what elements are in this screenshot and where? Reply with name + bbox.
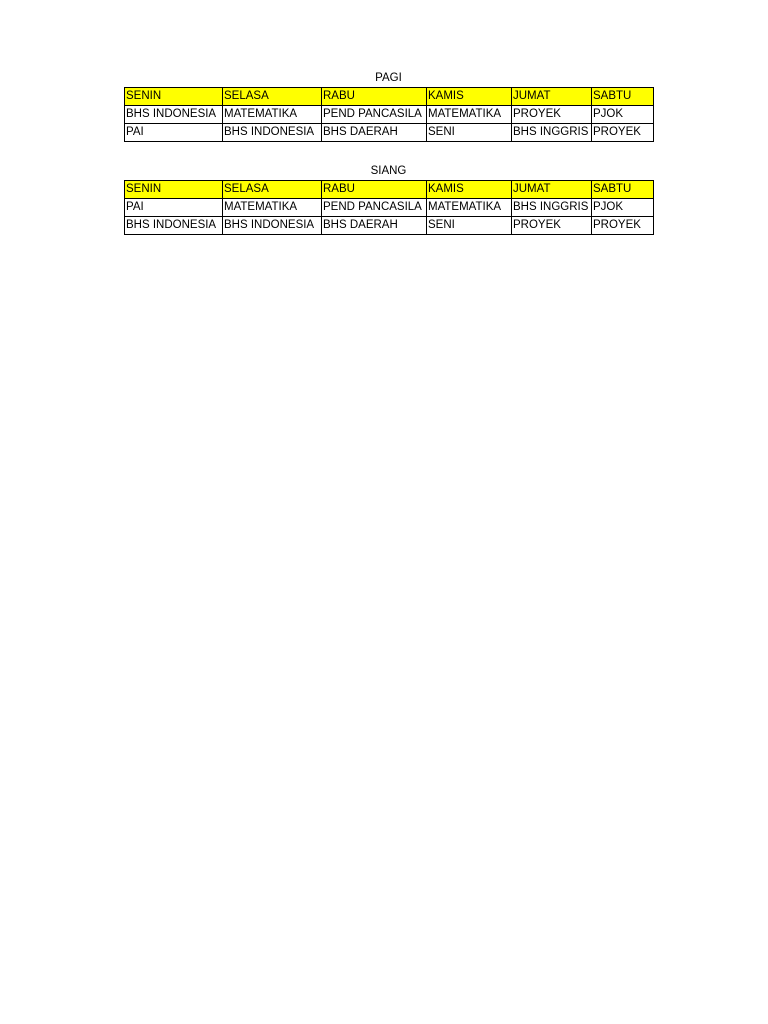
table-row	[125, 217, 654, 235]
header-cell-jumat: JUMAT	[512, 181, 592, 199]
table-cell: PEND PANCASILA	[322, 106, 427, 124]
header-cell-selasa: SELASA	[223, 181, 322, 199]
header-cell-senin: SENIN	[125, 88, 223, 106]
table-cell: BHS INDONESIA	[125, 217, 223, 235]
table-cell: BHS INGGRIS	[512, 124, 592, 142]
siang-schedule	[124, 162, 653, 235]
header-cell-selasa: SELASA	[223, 88, 322, 106]
table-cell: MATEMATIKA	[223, 106, 322, 124]
table-cell: SENI	[427, 124, 512, 142]
table-cell: MATEMATIKA	[427, 199, 512, 217]
pagi-table	[124, 87, 654, 142]
table-cell: PEND PANCASILA	[322, 199, 427, 217]
table-cell: PROYEK	[592, 217, 654, 235]
table-cell: PROYEK	[592, 124, 654, 142]
header-cell-rabu: RABU	[322, 181, 427, 199]
pagi-header-row	[125, 88, 654, 106]
table-cell: BHS DAERAH	[322, 124, 427, 142]
header-cell-sabtu: SABTU	[592, 181, 654, 199]
pagi-title: PAGI	[375, 72, 402, 84]
table-row	[125, 106, 654, 124]
table-cell: BHS INDONESIA	[125, 106, 223, 124]
table-cell: SENI	[427, 217, 512, 235]
table-cell: BHS INGGRIS	[512, 199, 592, 217]
header-cell-sabtu: SABTU	[592, 88, 654, 106]
table-cell: BHS DAERAH	[322, 217, 427, 235]
header-cell-jumat: JUMAT	[512, 88, 592, 106]
pagi-schedule	[124, 69, 653, 142]
table-row	[125, 124, 654, 142]
table-cell: BHS INDONESIA	[223, 217, 322, 235]
table-cell: PJOK	[592, 199, 654, 217]
table-cell: MATEMATIKA	[427, 106, 512, 124]
table-cell: MATEMATIKA	[223, 199, 322, 217]
siang-title: SIANG	[370, 165, 407, 177]
header-cell-kamis: KAMIS	[427, 181, 512, 199]
table-cell: PAI	[125, 199, 223, 217]
siang-header-row	[125, 181, 654, 199]
siang-table	[124, 180, 654, 235]
table-cell: PROYEK	[512, 106, 592, 124]
table-cell: PAI	[125, 124, 223, 142]
table-cell: PJOK	[592, 106, 654, 124]
header-cell-rabu: RABU	[322, 88, 427, 106]
header-cell-kamis: KAMIS	[427, 88, 512, 106]
table-cell: PROYEK	[512, 217, 592, 235]
table-cell: BHS INDONESIA	[223, 124, 322, 142]
header-cell-senin: SENIN	[125, 181, 223, 199]
table-row	[125, 199, 654, 217]
